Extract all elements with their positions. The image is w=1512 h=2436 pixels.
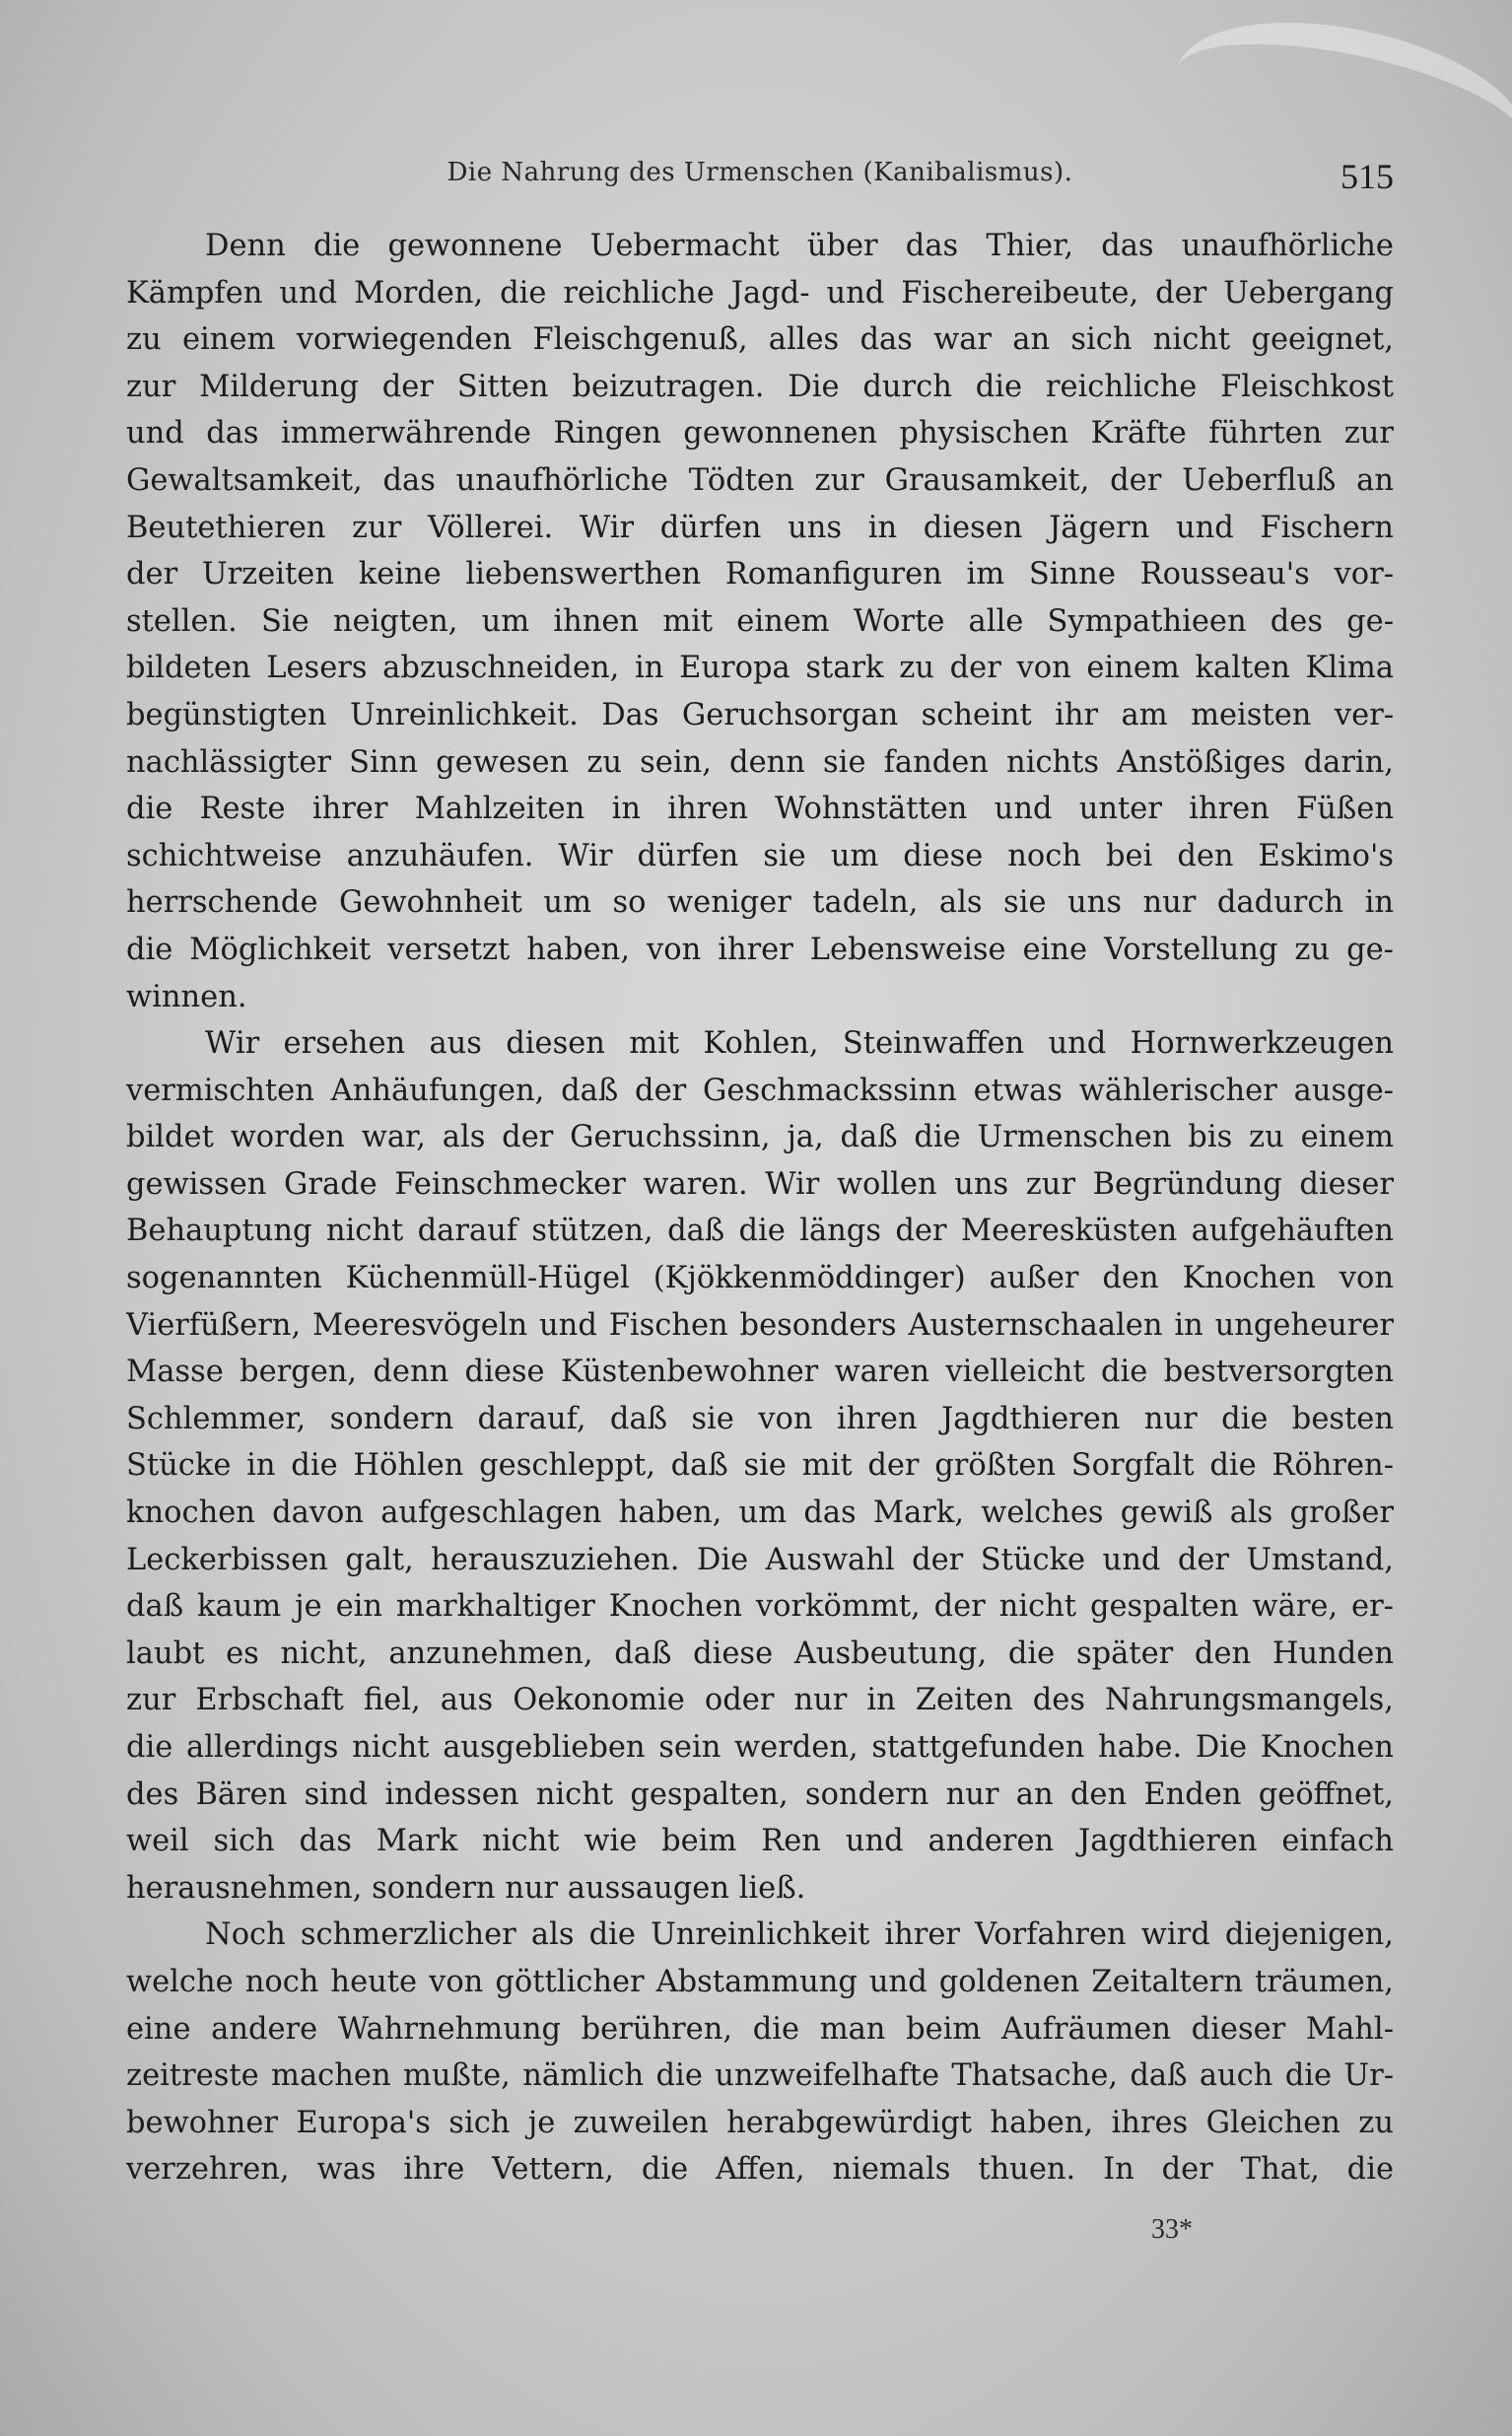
text-line: Stücke in die Höhlen geschleppt, daß sie mit der größten Sorgfalt die Röhren-	[126, 1448, 1394, 1484]
text-line: zur Milderung der Sitten beizutragen. Die durch die reichliche Fleischkost	[126, 369, 1394, 404]
text-line: Leckerbissen galt, herauszuziehen. Die Auswahl der Stücke und der Umstand,	[126, 1542, 1394, 1577]
text-line: knochen davon aufgeschlagen haben, um das Mark, welches gewiß als großer	[126, 1496, 1394, 1531]
signature-mark: 33*	[1151, 2214, 1193, 2245]
text-line: die Reste ihrer Mahlzeiten in ihren Wohnstätten und unter ihren Füßen	[126, 792, 1394, 827]
text-line: nachlässigter Sinn gewesen zu sein, denn sie fanden nichts Anstößiges darin,	[126, 744, 1394, 780]
page-header	[126, 158, 1394, 207]
text-line: sogenannten Küchenmüll-Hügel (Kjökkenmöddinger) außer den Knochen von	[126, 1261, 1394, 1296]
text-line: winnen.	[126, 979, 247, 1014]
page-number: 515	[1340, 157, 1394, 196]
text-line: Kämpfen und Morden, die reichliche Jagd- und Fischereibeute, der Uebergang	[126, 275, 1394, 311]
text-line: begünstigten Unreinlichkeit. Das Geruchsorgan scheint ihr am meisten ver-	[126, 697, 1394, 732]
text-line: Vierfüßern, Meeresvögeln und Fischen besonders Austernschaalen in ungeheurer	[126, 1307, 1394, 1343]
text-line: zur Erbschaft fiel, aus Oekonomie oder nur in Zeiten des Nahrungsmangels,	[126, 1683, 1394, 1718]
text-line: bildet worden war, als der Geruchssinn, ja, daß die Urmenschen bis zu einem	[126, 1120, 1394, 1155]
text-line: stellen. Sie neigten, um ihnen mit einem Worte alle Sympathieen des ge-	[126, 603, 1394, 639]
text-line: Denn die gewonnene Uebermacht über das Thier, das unaufhörliche	[205, 229, 1394, 263]
text-line: des Bären sind indessen nicht gespalten, sondern nur an den Enden geöffnet,	[126, 1776, 1394, 1812]
text-line: und das immerwährende Ringen gewonnenen physischen Kräfte führten zur	[126, 416, 1394, 452]
text-line: laubt es nicht, anzunehmen, daß diese Ausbeutung, die später den Hunden	[126, 1636, 1394, 1671]
text-line: daß kaum je ein markhaltiger Knochen vorkömmt, der nicht gespalten wäre, er-	[126, 1589, 1394, 1625]
text-line: weil sich das Mark nicht wie beim Ren und anderen Jagdthieren einfach	[126, 1824, 1394, 1859]
text-line: Schlemmer, sondern darauf, daß sie von ihren Jagdthieren nur die besten	[126, 1401, 1394, 1436]
text-line: gewissen Grade Feinschmecker waren. Wir wollen uns zur Begründung dieser	[126, 1166, 1394, 1202]
running-title: Die Nahrung des Urmenschen (Kanibalismus).	[447, 158, 1073, 187]
text-line: die Möglichkeit versetzt haben, von ihrer Lebensweise eine Vorstellung zu ge-	[126, 932, 1394, 967]
text-line: herrschende Gewohnheit um so weniger tadeln, als sie uns nur dadurch in	[126, 885, 1394, 921]
text-line: Noch schmerzlicher als die Unreinlichkeit ihrer Vorfahren wird diejenigen,	[205, 1917, 1394, 1953]
text-line: bewohner Europa's sich je zuweilen herabgewürdigt haben, ihres Gleichen zu	[126, 2105, 1394, 2140]
text-line: der Urzeiten keine liebenswerthen Romanfiguren im Sinne Rousseau's vor-	[126, 557, 1394, 592]
text-line: Wir ersehen aus diesen mit Kohlen, Steinwaffen und Hornwerkzeugen	[205, 1026, 1394, 1062]
text-line: welche noch heute von göttlicher Abstammung und goldenen Zeitaltern träumen,	[126, 1964, 1394, 1999]
text-line: herausnehmen, sondern nur aussaugen ließ.	[126, 1870, 806, 1906]
text-line: vermischten Anhäufungen, daß der Geschmackssinn etwas wählerischer ausge-	[126, 1073, 1394, 1108]
text-line: verzehren, was ihre Vettern, die Affen, niemals thuen. In der That, die	[126, 2152, 1394, 2188]
text-line: Behauptung nicht darauf stützen, daß die längs der Meeresküsten aufgehäuften	[126, 1214, 1394, 1249]
text-line: eine andere Wahrnehmung berühren, die man beim Aufräumen dieser Mahl-	[126, 2011, 1394, 2047]
text-line: schichtweise anzuhäufen. Wir dürfen sie um diese noch bei den Eskimo's	[126, 838, 1394, 873]
text-line: die allerdings nicht ausgeblieben sein werden, stattgefunden habe. Die Knochen	[126, 1730, 1394, 1765]
text-line: Gewaltsamkeit, das unaufhörliche Tödten zur Grausamkeit, der Ueberfluß an	[126, 462, 1394, 498]
text-line: Beutethieren zur Völlerei. Wir dürfen uns in diesen Jägern und Fischern	[126, 510, 1394, 545]
text-line: bildeten Lesers abzuschneiden, in Europa stark zu der von einem kalten Klima	[126, 651, 1394, 686]
text-line: Masse bergen, denn diese Küstenbewohner waren vielleicht die bestversorgten	[126, 1355, 1394, 1390]
body-text	[126, 223, 1394, 2204]
text-line: zu einem vorwiegenden Fleischgenuß, alles das war an sich nicht geeignet,	[126, 322, 1394, 358]
text-line: zeitreste machen mußte, nämlich die unzweifelhafte Thatsache, daß auch die Ur-	[126, 2058, 1394, 2094]
